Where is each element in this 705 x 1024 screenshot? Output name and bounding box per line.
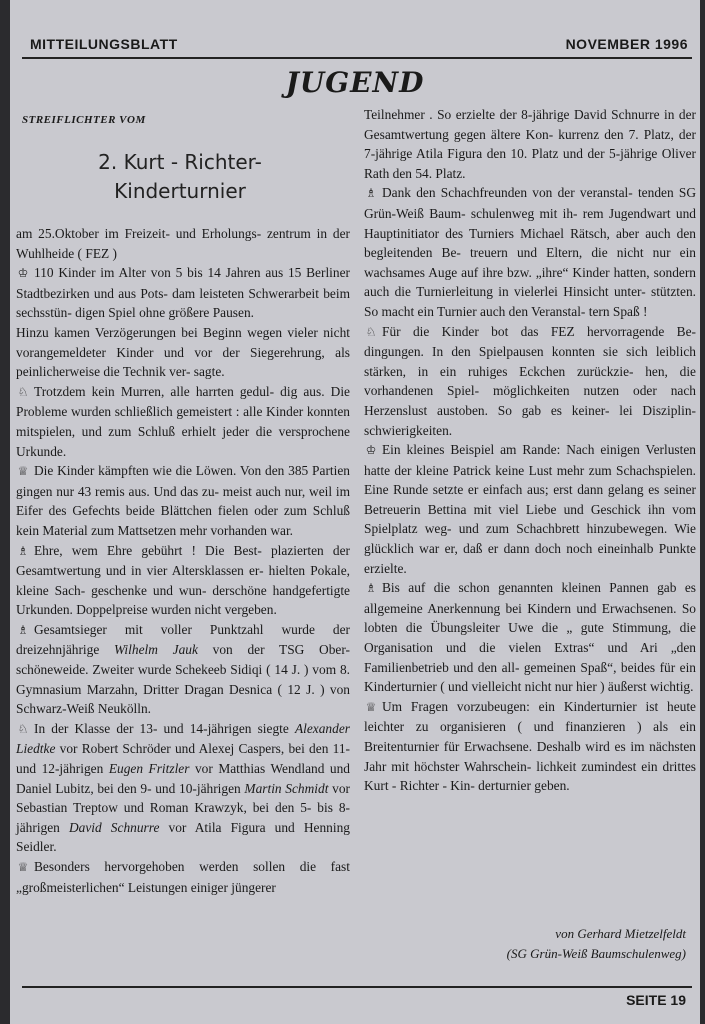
chess-bishop-icon: ♗ [365, 581, 377, 596]
paragraph: ♗ Dank den Schachfreunden von der veranstal- tenden SG Grün-Weiß Baum- schulenweg mit ih- rem Jugendwart und Hauptinitiator des Turniers Michael Rätsch, aber auch den begleitenden Be- treuern und Eltern, die nicht nur ein wachsames Auge auf ihre bzw. „ihre“ Kinder hatten, sondern auch die Turnierleitung in vielerlei Hinsicht unter- stützten. So macht ein Turnier auch den Veranstal- tern Spaß ! [364, 185, 696, 319]
author-credit [346, 924, 686, 964]
chess-knight-icon: ♘ [17, 384, 29, 399]
footer-rule [22, 986, 692, 988]
chess-king-icon: ♔ [17, 266, 29, 281]
paragraph: Hinzu kamen Verzögerungen bei Beginn wegen vieler nicht vorangemeldeter Kinder und vor der Siegerehrung, als peinlicherweise die Technik ver- sagte. [16, 324, 350, 380]
chess-queen-icon: ♕ [17, 860, 29, 874]
event-title-line1: 2. Kurt - Richter- [98, 150, 262, 174]
paragraph: ♕ Um Fragen vorzubeugen: ein Kinderturnier ist heute leichter zu organisieren ( und finanzieren ) als ein Breitenturnier für Erwachsene. Deshalb wird es im nächsten Jahr mit höchster Wahrschein- lichkeit zumindest ein drittes Kurt - Richter - Kin- derturnier geben. [364, 698, 696, 794]
player-name: Alexander Liedtke [16, 720, 350, 757]
paragraph: ♔ 110 Kinder im Alter von 5 bis 14 Jahren aus 15 Berliner Stadtbezirken und aus Pots- dam leisteten Schwerarbeit beim sechsstün- digen Spiel ohne größere Pausen. [16, 265, 350, 321]
paragraph: ♗ Ehre, wem Ehre gebührt ! Die Best- plazierten der Gesamtwertung und in vier Altersklassen er- hielten Pokale, kleine Sach- geschenke und wun- derschöne handgefertigte Urkunden. Doppelpreise wurden nicht vergeben. [16, 542, 350, 618]
left-column [16, 224, 350, 897]
paragraph: ♘ In der Klasse der 13- und 14-jährigen siegte Alexander Liedtke vor Robert Schröder und Alexej Caspers, bei den 11- und 12-jährigen Eugen Fritzler vor Matthias Wendland und Daniel Lubitz, bei den 9- und 10-jährigen Martin Schmidt vor Sebastian Treptow und Roman Krawzyk, bei den 5- bis 8-jährigen David Schnurre vor Atila Figura und Henning Seidler. [16, 720, 350, 855]
event-title-line2: Kinderturnier [114, 179, 246, 203]
paragraph: ♔ Ein kleines Beispiel am Rande: Nach einigen Verlusten hatte der kleine Patrick keine Lust mehr zum Schachspielen. Eine Runde setzte er einfach aus; erst dann gelang es seiner Betreuerin Bettina mit viel Liebe und Geschick ihn vom Spielplatz weg- und zum Schachbrett hinzubewegen. Wie glücklich war er, daß er dann doch noch eineinhalb Punkte erzielte. [364, 442, 696, 576]
header-date: NOVEMBER 1996 [565, 36, 688, 52]
chess-bishop-icon: ♗ [17, 543, 29, 558]
kicker: STREIFLICHTER VOM [22, 114, 146, 126]
chess-king-icon: ♔ [365, 443, 377, 458]
player-name: David Schnurre [68, 819, 160, 835]
paragraph: ♕ Besonders hervorgehoben werden sollen die fast „großmeisterlichen“ Leistungen einiger jüngerer [16, 859, 350, 895]
chess-knight-icon: ♘ [17, 721, 29, 736]
chess-bishop-icon: ♗ [365, 186, 377, 201]
page-number: SEITE 19 [626, 992, 686, 1008]
paragraph: ♗ Bis auf die schon genannten kleinen Pannen gab es allgemeine Anerkennung bei Kindern und Erwachsenen. So lobten die Übungsleiter Uwe die „ gute Stimmung, die Organisation und die vielen Extras“ und Ari „den Familienbetrieb und den all- gemeinen Spaß“, beides für ein Kinderturnier ( und vielleicht nicht nur hier ) äußerst wichtig. [364, 580, 696, 695]
paragraph: ♗ Gesamtsieger mit voller Punktzahl wurde der dreizehnjährige Wilhelm Jauk von der TSG Ober- schöneweide. Zweiter wurde Schekeeb Sidiqi ( 14 J. ) vom 8. Gymnasium Marzahn, Dritter Dragan Desnica ( 12 J. ) von Schwarz-Weiß Neukölln. [16, 621, 350, 717]
right-column [364, 105, 696, 796]
event-title [30, 148, 330, 206]
chess-queen-icon: ♕ [365, 699, 377, 714]
paragraph: ♕ Die Kinder kämpften wie die Löwen. Von den 385 Partien gingen nur 43 remis aus. Und das zu- meist auch nur, weil im Eifer des Gefechts beide Blättchen fielen oder zum Schluß kein Material zum Mattsetzen mehr vorhanden war. [16, 463, 350, 538]
player-name: Martin Schmidt [244, 780, 329, 796]
chess-knight-icon: ♘ [365, 324, 377, 339]
paragraph: Teilnehmer . So erzielte der 8-jährige David Schnurre in der Gesamtwertung gegen ältere Kon- kurrenz den 7. Platz, der 7-jährige Atila Figura den 10. Platz und der 5-jährige Oliver Rath den 54. Platz. [364, 107, 696, 181]
header-publication: MITTEILUNGSBLATT [30, 36, 178, 52]
paragraph: ♘ Für die Kinder bot das FEZ hervorragende Be- dingungen. In den Spielpausen konnten sie sich leiblich stärken, in ein ruhiges Eckchen zurückzie- hen, die vorhandenen Spiel- möglichkeiten nutzen oder nach Herzenslust austoben. So gab es keiner- lei Disziplin- schwierigkeiten. [364, 323, 696, 438]
paragraph: ♘ Trotzdem kein Murren, alle harrten gedul- dig aus. Die Probleme wurden schließlich gemeistert : alle Kinder konnten mitspielen, und zum Schluß erhielt jeder die versprochene Urkunde. [16, 383, 350, 459]
author-club: (SG Grün-Weiß Baumschulenweg) [506, 946, 686, 961]
player-name: Eugen Fritzler [108, 761, 190, 777]
player-name: Wilhelm Jauk [114, 642, 198, 658]
header-rule [22, 57, 692, 59]
paragraph: am 25.Oktober im Freizeit- und Erholungs- zentrum in der Wuhlheide ( FEZ ) [16, 226, 350, 261]
chess-bishop-icon: ♗ [17, 622, 29, 637]
magazine-page [10, 0, 700, 1024]
chess-queen-icon: ♕ [17, 464, 29, 479]
author-name: von Gerhard Mietzelfeldt [555, 926, 686, 941]
section-title: JUGEND [285, 66, 425, 99]
